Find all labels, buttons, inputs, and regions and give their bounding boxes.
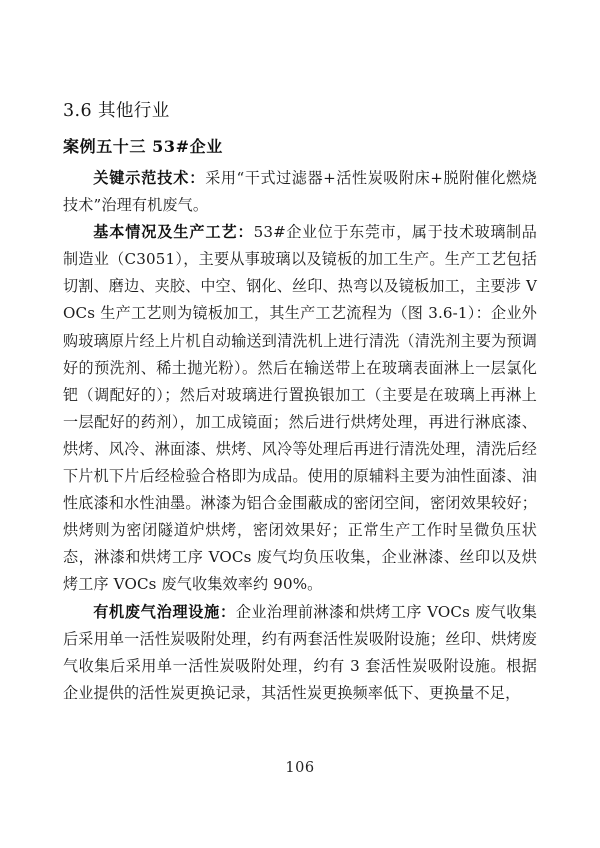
- page-number: 106: [285, 760, 315, 776]
- case-heading: 案例五十三 53#企业: [63, 137, 223, 156]
- key-technology-body: 采用“干式过滤器+活性炭吸附床+脱附催化燃烧技术”治理有机废气。: [63, 169, 537, 215]
- section-heading: 3.6 其他行业: [63, 101, 170, 121]
- page-content-area: [63, 96, 537, 707]
- key-technology-lead: 关键示范技术：: [93, 169, 206, 187]
- treatment-facility-body: 企业治理前淋漆和烘烤工序 VOCs 废气收集后采用单一活性炭吸附处理，约有两套活性炭吸附设施；丝印、烘烤废气收集后采用单一活性炭吸附处理，约有 3 套活性炭吸附设施。根据企业提供的活性炭更换记录，其活性炭更换频率低下、更换量不足，: [63, 602, 537, 702]
- basic-situation-lead: 基本情况及生产工艺：: [93, 223, 254, 242]
- basic-situation-paragraph: [63, 219, 537, 598]
- key-technology-paragraph: [63, 165, 537, 219]
- basic-situation-body: 53#企业位于东莞市，属于技术玻璃制品制造业（C3051），主要从事玻璃以及镜板的加工生产。生产工艺包括切割、磨边、夹胶、中空、钢化、丝印、热弯以及镜板加工，主要涉 VOCs 生产工艺则为镜板加工，其生产工艺流程为（图 3.6-1）：企业外购玻璃原片经上片机自动输送到清洗机上进行清洗（清洗剂主要为预调好的预洗剂、稀土抛光粉）。然后在输送带上在玻璃表面淋上一层氯化钯（调配好的）；然后对玻璃进行置换银加工（主要是在玻璃上再淋上一层配好的药剂），加工成镜面；然后进行烘烤处理，再进行淋底漆、烘烤、风冷、淋面漆、烘烤、风冷等处理后再进行清洗处理，清洗后经下片机下片后经检验合格即为成品。使用的原辅料主要为油性面漆、油性底漆和水性油墨。淋漆为铝合金围蔽成的密闭空间，密闭效果较好；烘烤则为密闭隧道炉烘烤，密闭效果好；正常生产工作时呈微负压状态，淋漆和烘烤工序 VOCs 废气均负压收集，企业淋漆、丝印以及烘烤工序 VOCs 废气收集效率约 90%。: [63, 223, 537, 594]
- treatment-facility-lead: 有机废气治理设施：: [93, 602, 236, 621]
- treatment-facility-paragraph: [63, 599, 537, 707]
